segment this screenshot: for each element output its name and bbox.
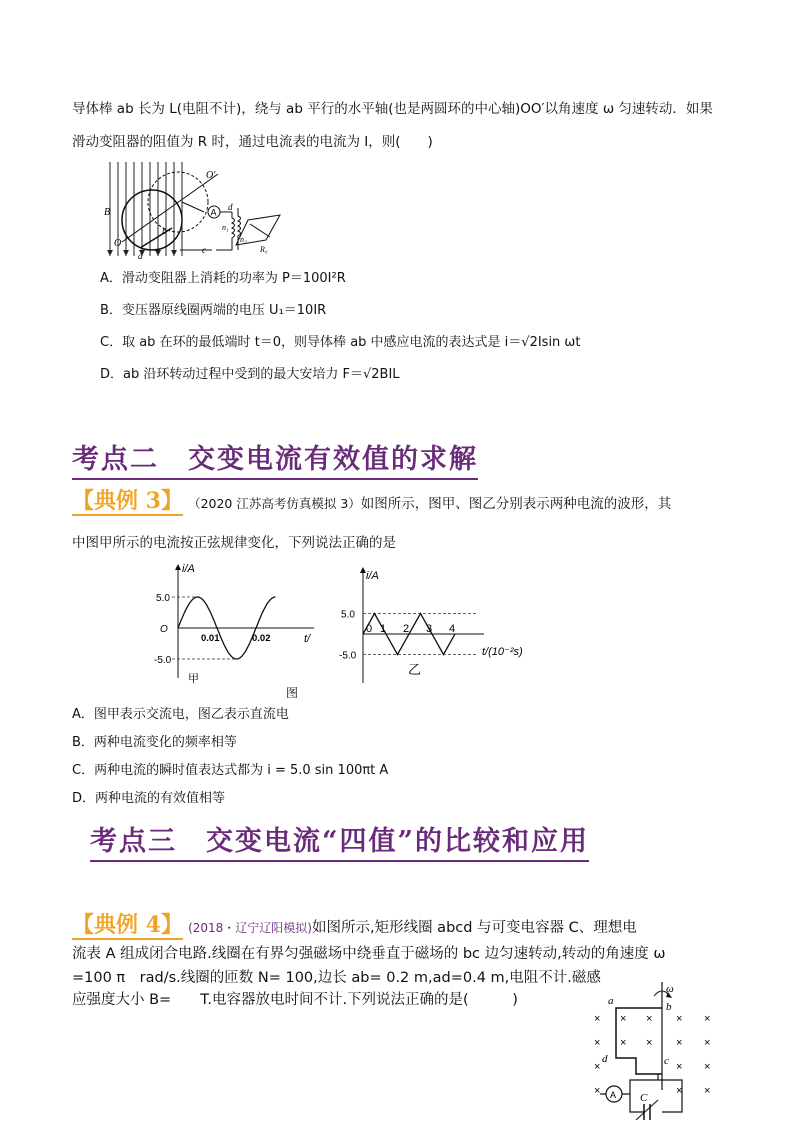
- svg-text:C: C: [640, 1092, 648, 1104]
- field-cross: ×: [704, 1037, 711, 1049]
- svg-text:c: c: [202, 245, 206, 255]
- y-tick-label: -5.0: [154, 655, 172, 666]
- svg-text:a: a: [608, 995, 614, 1007]
- q2-option-b: B．变压器原线圈两端的电压 U₁＝10IR: [100, 303, 327, 318]
- x-tick-label: 2: [403, 623, 410, 635]
- field-cross: ×: [676, 1085, 683, 1097]
- axis-oo: [122, 174, 218, 242]
- example4-source: (2018・辽宁辽阳模拟): [188, 921, 312, 935]
- x-tick-label: 1: [380, 623, 387, 635]
- y-axis-arrow: [175, 564, 181, 570]
- svg-text:a: a: [138, 251, 143, 260]
- example4-figure: [582, 980, 732, 1120]
- field-cross: ×: [594, 1013, 601, 1025]
- x-axis-label: t/(10⁻²s): [482, 646, 523, 658]
- x-tick-label: 4: [449, 623, 456, 635]
- field-cross: ×: [676, 1061, 683, 1073]
- q2-option-c: C．取 ab 在环的最低端时 t＝0，则导体棒 ab 中感应电流的表达式是 i＝√2Isin ωt: [100, 335, 581, 350]
- svg-text:b: b: [162, 226, 167, 236]
- q2-stem-line1: 导体棒 ab 长为 L(电阻不计)，绕与 ab 平行的水平轴(也是两圆环的中心轴)OO′以角速度 ω 匀速转动．如果: [72, 101, 713, 117]
- x-tick-label: 3: [426, 623, 433, 635]
- svg-text:n₁: n₁: [222, 223, 229, 232]
- field-cross: ×: [620, 1037, 627, 1049]
- q2-figure: [100, 160, 300, 260]
- chart-jia: [148, 560, 323, 685]
- svg-text:c: c: [664, 1055, 669, 1067]
- y-axis-label: i/A: [366, 570, 379, 582]
- example3-option-a: A．图甲表示交流电，图乙表示直流电: [72, 707, 289, 722]
- field-cross: ×: [594, 1037, 601, 1049]
- svg-text:R₀: R₀: [260, 245, 268, 254]
- svg-text:A: A: [610, 1090, 617, 1100]
- chart-yi: [332, 563, 532, 685]
- field-cross: ×: [704, 1085, 711, 1097]
- svg-text:B: B: [104, 207, 111, 218]
- y-tick-label: -5.0: [339, 650, 357, 662]
- svg-text:O: O: [114, 238, 122, 249]
- example3-option-d: D．两种电流的有效值相等: [72, 791, 226, 806]
- section-title-3: 考点三 交变电流“四值”的比较和应用: [90, 819, 589, 862]
- example3-figure-caption: 图: [286, 686, 299, 700]
- y-tick-label: 5.0: [341, 609, 355, 621]
- example4-stem-line1: 如图所示,矩形线圈 abcd 与可变电容器 C、理想电: [311, 920, 637, 936]
- chart-title: 乙: [408, 662, 422, 677]
- example4-stem-line3: =100 π rad/s.线圈的匝数 N= 100,边长 ab= 0.2 m,ad=0.4 m,电阻不计.磁感: [72, 970, 601, 986]
- y-axis-label: i/A: [182, 563, 195, 575]
- svg-text:b: b: [666, 1001, 672, 1013]
- svg-text:ω: ω: [666, 983, 674, 995]
- field-cross: ×: [676, 1037, 683, 1049]
- y-tick-label: 5.0: [156, 593, 170, 604]
- field-cross: ×: [646, 1013, 653, 1025]
- ammeter-label: A: [210, 207, 217, 218]
- x-tick-label: O: [160, 624, 168, 635]
- field-cross: ×: [594, 1085, 601, 1097]
- example4-line1: [72, 908, 637, 939]
- field-cross: ×: [676, 1013, 683, 1025]
- example4-stem-line2: 流表 A 组成闭合电路.线圈在有界匀强磁场中绕垂直于磁场的 bc 边匀速转动,转动的角速度 ω: [72, 946, 666, 962]
- svg-text:O′: O′: [206, 170, 216, 181]
- example4-tag: 【典例 4】: [72, 912, 183, 938]
- field-cross: ×: [704, 1061, 711, 1073]
- x-axis-label: t/: [304, 633, 311, 645]
- q2-option-a: A．滑动变阻器上消耗的功率为 P＝100I²R: [100, 271, 346, 286]
- example3-option-c: C．两种电流的瞬时值表达式都为 i = 5.0 sin 100πt A: [72, 763, 389, 778]
- x-tick-label: 0.01: [201, 633, 220, 644]
- example3-tag: 【典例 3】: [72, 488, 183, 514]
- svg-text:d: d: [602, 1053, 608, 1065]
- field-cross: ×: [620, 1013, 627, 1025]
- q2-option-d: D．ab 沿环转动过程中受到的最大安培力 F＝√2BIL: [100, 367, 400, 382]
- example3-stem-line1: 如图所示，图甲、图乙分别表示两种电流的波形，其: [360, 496, 672, 512]
- q2-stem-line2: 滑动变阻器的阻值为 R 时，通过电流表的电流为 I，则( ): [72, 134, 433, 150]
- example4-stem-line4: 应强度大小 B= T.电容器放电时间不计.下列说法正确的是( ): [72, 992, 518, 1008]
- example3-line1: [72, 484, 671, 517]
- circuit-wire: [630, 1074, 682, 1112]
- field-cross: ×: [704, 1013, 711, 1025]
- svg-text:d: d: [228, 202, 233, 212]
- example3-stem-line2: 中图甲所示的电流按正弦规律变化，下列说法正确的是: [72, 535, 396, 551]
- x-tick-label: 0.02: [252, 633, 271, 644]
- example3-source: （2020 江苏高考仿真模拟 3）: [188, 496, 361, 511]
- field-cross: ×: [646, 1037, 653, 1049]
- x-tick-label: 0: [366, 623, 373, 635]
- field-cross: ×: [594, 1061, 601, 1073]
- example3-option-b: B．两种电流变化的频率相等: [72, 735, 237, 750]
- section-title-2: 考点二 交变电流有效值的求解: [72, 437, 478, 480]
- chart-title: 甲: [188, 673, 199, 685]
- svg-text:n₂: n₂: [240, 235, 247, 244]
